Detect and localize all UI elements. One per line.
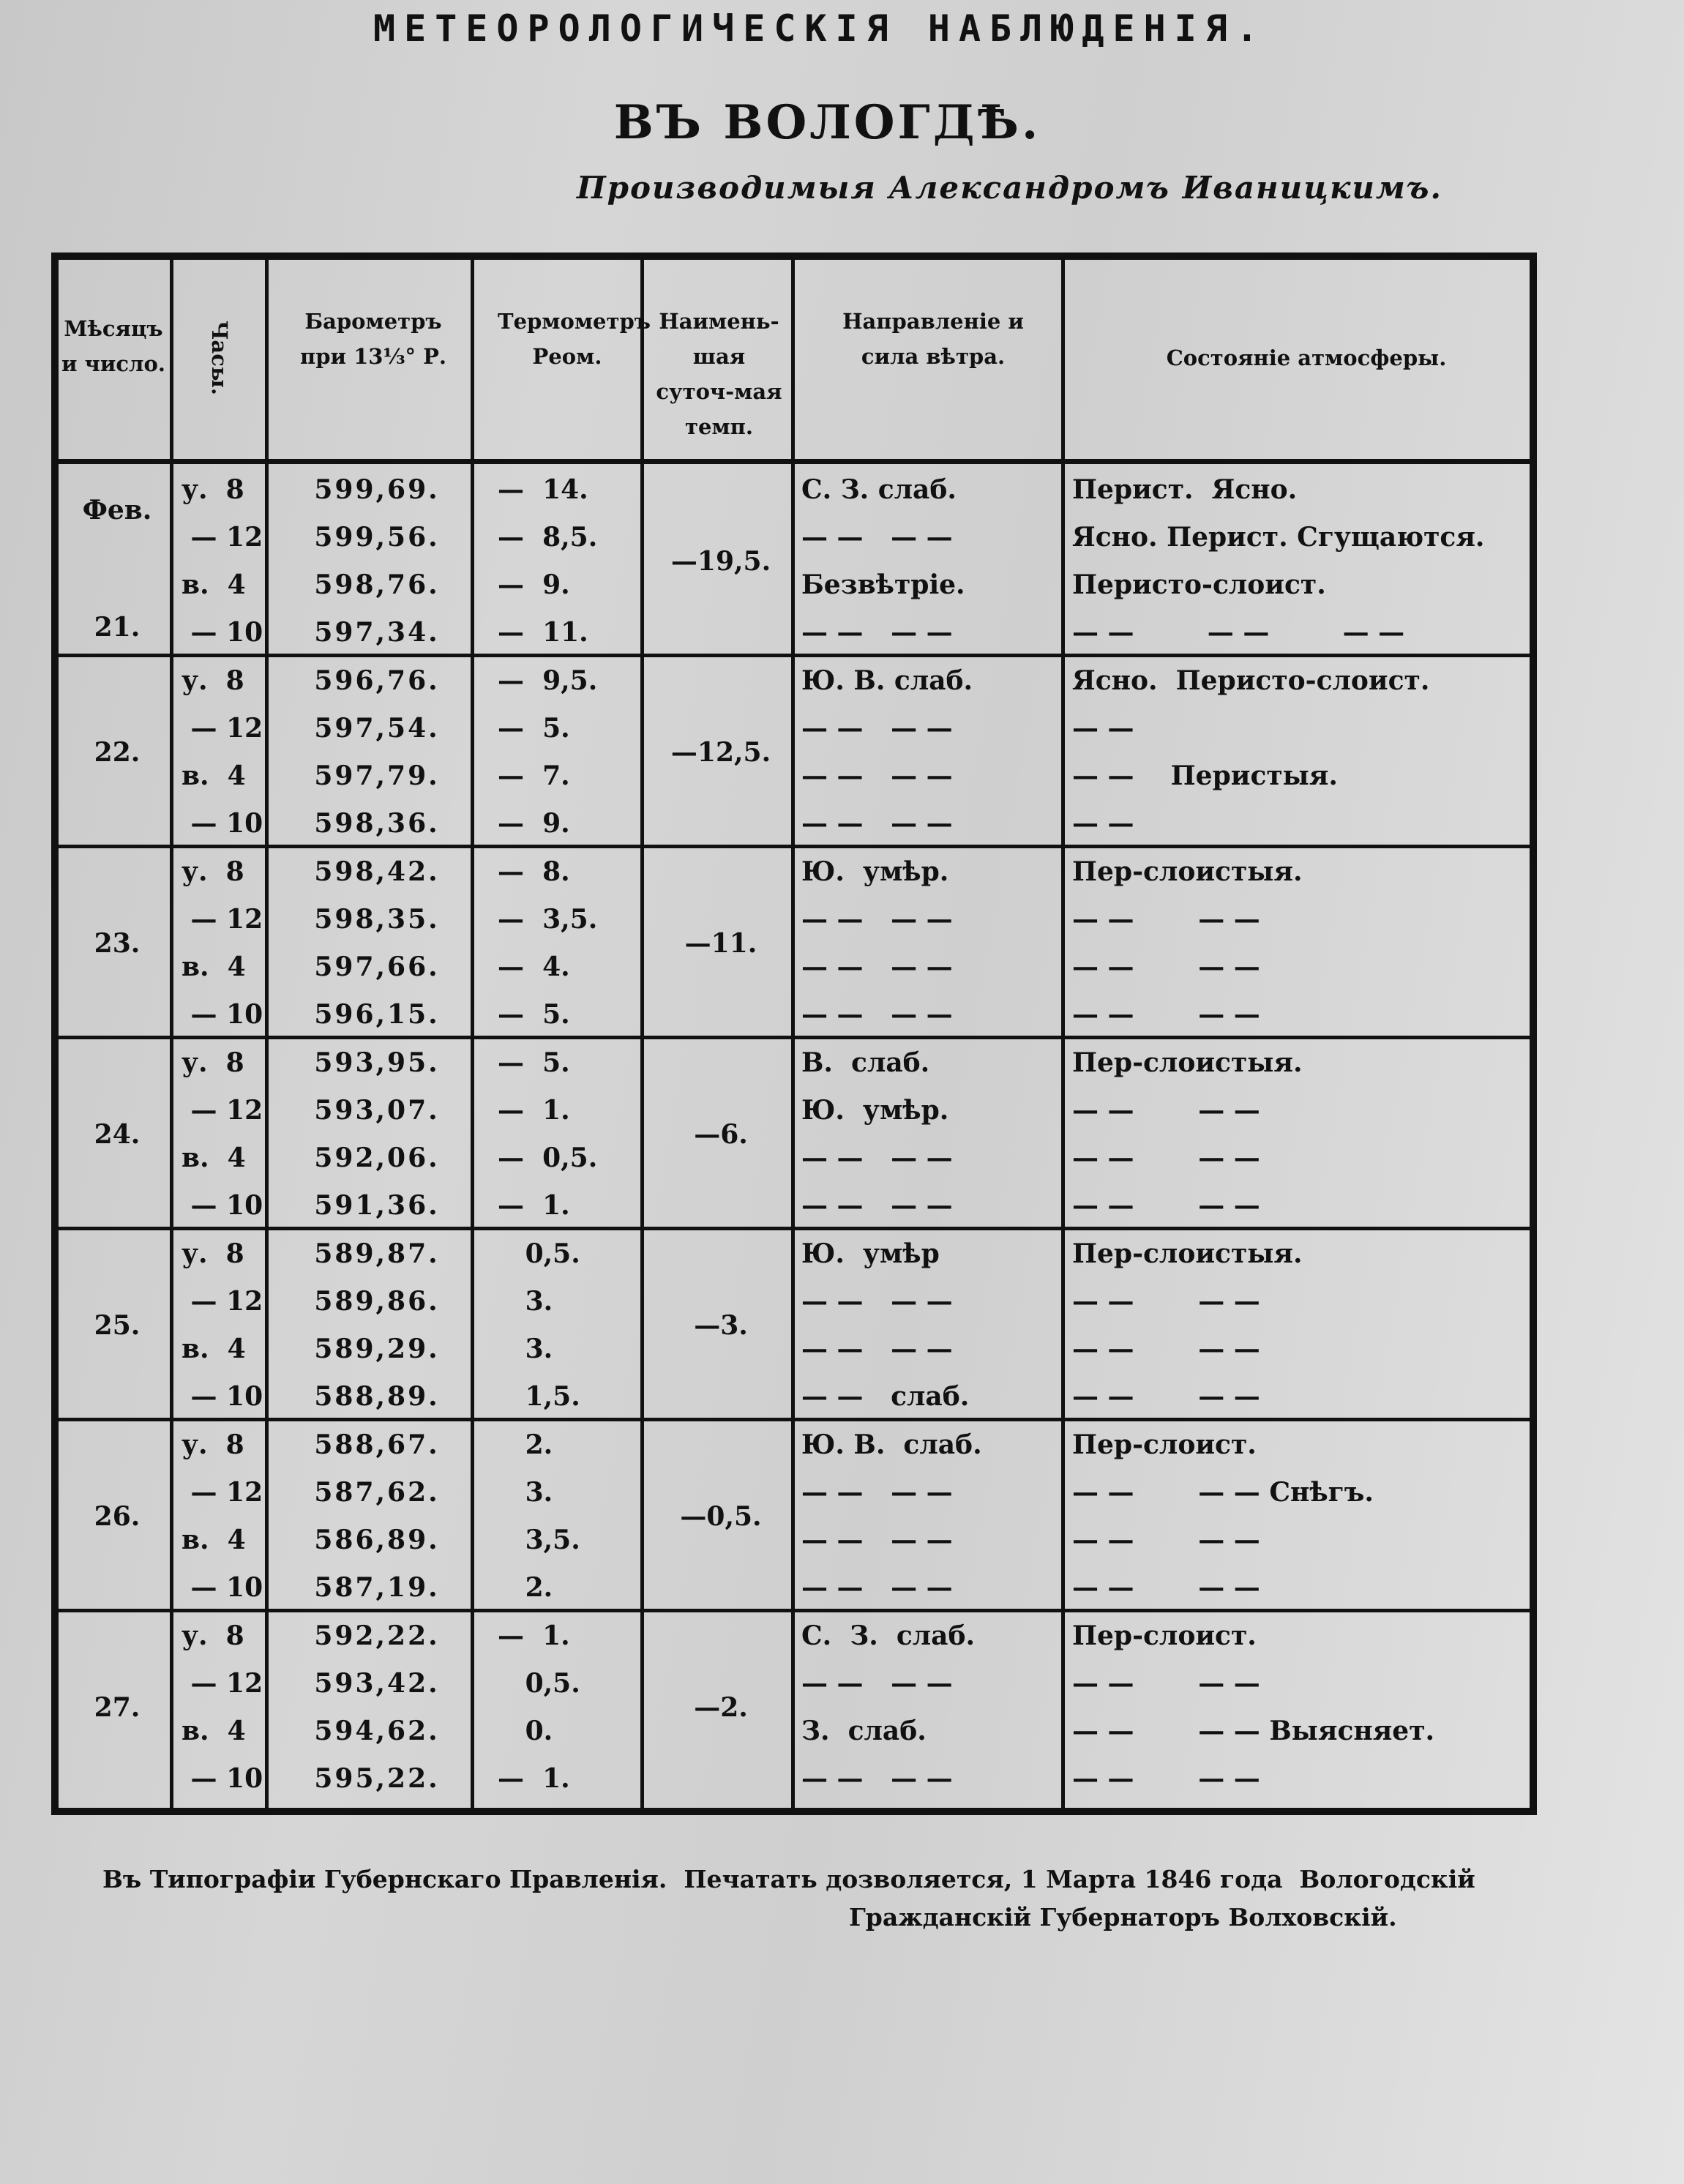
thermometer-cell: — 14. [498, 474, 588, 505]
wind-cell: — — — — [801, 713, 953, 744]
hour-cell: в. 4 [182, 1334, 246, 1364]
thermometer-cell: 2. [498, 1429, 553, 1460]
atmosphere-cell: — — — — [1072, 1381, 1260, 1412]
barometer-cell: 588,67. [314, 1429, 440, 1460]
hour-cell: — 12 [182, 1477, 263, 1508]
header-date: Мѣсяцъ и число. [61, 316, 165, 376]
min-temp-value: —3. [694, 1310, 748, 1341]
day-group [59, 1039, 1530, 1230]
atmosphere-cell: — — [1072, 713, 1134, 744]
barometer-cell: 594,62. [314, 1716, 440, 1746]
thermometer-cell: 0,5. [498, 1668, 580, 1699]
header-atmosphere: Состояніе атмосферы. [1166, 345, 1447, 370]
atmosphere-cell: — — — — [1072, 1525, 1260, 1555]
thermometer-cell: — 1. [498, 1763, 570, 1794]
thermometer-cell: 3,5. [498, 1525, 580, 1555]
barometer-cell: 586,89. [314, 1525, 440, 1555]
hour-cell: — 10 [182, 1763, 263, 1794]
barometer-cell: 599,69. [314, 474, 440, 505]
day-label: 27. [94, 1692, 141, 1723]
thermometer-cell: — 5. [498, 1047, 570, 1078]
atmosphere-cell: — — — — [1072, 1572, 1260, 1603]
wind-cell: — — — — [801, 1286, 953, 1317]
hour-cell: в. 4 [182, 1143, 246, 1173]
hour-cell: в. 4 [182, 1716, 246, 1746]
atmosphere-cell: Пер-слоистыя. [1072, 1047, 1303, 1078]
barometer-cell: 591,36. [314, 1190, 440, 1221]
day-group [59, 657, 1530, 848]
barometer-cell: 593,07. [314, 1095, 440, 1126]
thermometer-cell: — 8. [498, 856, 570, 887]
hour-cell: — 12 [182, 904, 263, 935]
atmosphere-cell: — — Перистыя. [1072, 760, 1338, 791]
day-label: 23. [94, 928, 141, 959]
atmosphere-cell: — — — — [1072, 1190, 1260, 1221]
hour-cell: — 12 [182, 1668, 263, 1699]
hour-cell: у. 8 [182, 1620, 244, 1651]
observations-table [51, 253, 1537, 1815]
barometer-cell: 595,22. [314, 1763, 440, 1794]
atmosphere-cell: — — — — [1072, 1286, 1260, 1317]
atmosphere-cell: Пер-слоистыя. [1072, 856, 1303, 887]
wind-cell: — — — — [801, 1525, 953, 1555]
barometer-cell: 597,34. [314, 617, 440, 648]
wind-cell: В. слаб. [801, 1047, 930, 1078]
thermometer-cell: — 3,5. [498, 904, 598, 935]
thermometer-cell: — 5. [498, 999, 570, 1030]
day-label: 24. [94, 1119, 141, 1150]
barometer-cell: 596,76. [314, 665, 440, 696]
wind-cell: — — слаб. [801, 1381, 970, 1412]
thermometer-cell: — 5. [498, 713, 570, 744]
barometer-cell: 598,36. [314, 808, 440, 839]
barometer-cell: 598,35. [314, 904, 440, 935]
wind-cell: — — — — [801, 808, 953, 839]
atmosphere-cell: — — — — — — [1072, 617, 1405, 648]
hour-cell: в. 4 [182, 1525, 246, 1555]
thermometer-cell: 1,5. [498, 1381, 580, 1412]
footer-line-1: Въ Типографіи Губернскаго Правленія. Печатать дозволяется, 1 Марта 1846 года Вологодскій [102, 1865, 1475, 1893]
barometer-cell: 597,54. [314, 713, 440, 744]
thermometer-cell: 2. [498, 1572, 553, 1603]
observer-line: Производимыя Александромъ Иваницкимъ. [576, 170, 1442, 206]
barometer-cell: 592,06. [314, 1143, 440, 1173]
barometer-cell: 589,86. [314, 1286, 440, 1317]
header-hour: Часы. [207, 320, 232, 396]
thermometer-cell: — 7. [498, 760, 570, 791]
atmosphere-cell: — — [1072, 808, 1134, 839]
atmosphere-cell: — — — — [1072, 1143, 1260, 1173]
barometer-cell: 596,15. [314, 999, 440, 1030]
wind-cell: Ю. умѣр. [801, 1095, 949, 1126]
wind-cell: Ю. В. слаб. [801, 665, 973, 696]
thermometer-cell: — 9,5. [498, 665, 598, 696]
atmosphere-cell: Перист. Ясно. [1072, 474, 1298, 505]
atmosphere-cell: Ясно. Перист. Сгущаются. [1072, 522, 1485, 553]
atmosphere-cell: — — — — Снѣгъ. [1072, 1477, 1374, 1508]
document-title: МЕТЕОРОЛОГИЧЕСКІЯ НАБЛЮДЕНІЯ. [373, 7, 1267, 50]
hour-cell: у. 8 [182, 856, 244, 887]
hour-cell: — 10 [182, 999, 263, 1030]
barometer-cell: 598,42. [314, 856, 440, 887]
atmosphere-cell: — — — — [1072, 1095, 1260, 1126]
header-thermometer: Термометръ Реом. [498, 309, 651, 369]
thermometer-cell: — 8,5. [498, 522, 598, 553]
header-barometer: Барометръ при 13⅓° Р. [300, 309, 446, 369]
atmosphere-cell: — — — — [1072, 1334, 1260, 1364]
min-temp-value: —6. [694, 1119, 748, 1150]
hour-cell: — 12 [182, 713, 263, 744]
thermometer-cell: 3. [498, 1334, 553, 1364]
wind-cell: — — — — [801, 760, 953, 791]
barometer-cell: 587,19. [314, 1572, 440, 1603]
barometer-cell: 589,87. [314, 1238, 440, 1269]
wind-cell: З. слаб. [801, 1716, 927, 1746]
wind-cell: — — — — [801, 904, 953, 935]
min-temp-value: —2. [694, 1692, 748, 1723]
hour-cell: в. 4 [182, 951, 246, 982]
footer-line-2: Гражданскій Губернаторъ Волховскій. [849, 1903, 1397, 1931]
wind-cell: — — — — [801, 1190, 953, 1221]
thermometer-cell: — 0,5. [498, 1143, 598, 1173]
hour-cell: — 10 [182, 617, 263, 648]
barometer-cell: 592,22. [314, 1620, 440, 1651]
wind-cell: — — — — [801, 617, 953, 648]
hour-cell: у. 8 [182, 665, 244, 696]
hour-cell: у. 8 [182, 1429, 244, 1460]
barometer-cell: 599,56. [314, 522, 440, 553]
thermometer-cell: 3. [498, 1286, 553, 1317]
hour-cell: у. 8 [182, 474, 244, 505]
hour-cell: — 10 [182, 808, 263, 839]
wind-cell: — — — — [801, 1572, 953, 1603]
hour-cell: — 10 [182, 1190, 263, 1221]
atmosphere-cell: Пер-слоист. [1072, 1429, 1257, 1460]
wind-cell: — — — — [801, 522, 953, 553]
wind-cell: — — — — [801, 1763, 953, 1794]
header-wind: Направленіе и сила вѣтра. [842, 309, 1024, 369]
atmosphere-cell: — — — — [1072, 999, 1260, 1030]
hour-cell: у. 8 [182, 1047, 244, 1078]
thermometer-cell: — 1. [498, 1190, 570, 1221]
atmosphere-cell: Ясно. Перисто-слоист. [1072, 665, 1430, 696]
day-label: 25. [94, 1310, 141, 1341]
wind-cell: Ю. умѣр [801, 1238, 940, 1269]
atmosphere-cell: — — — — [1072, 904, 1260, 935]
barometer-cell: 588,89. [314, 1381, 440, 1412]
barometer-cell: 597,79. [314, 760, 440, 791]
min-temp-value: —19,5. [670, 546, 771, 577]
day-group [59, 848, 1530, 1039]
day-group [59, 1230, 1530, 1421]
atmosphere-cell: — — — — Выясняет. [1072, 1716, 1435, 1746]
atmosphere-cell: Пер-слоистыя. [1072, 1238, 1303, 1269]
wind-cell: — — — — [801, 1334, 953, 1364]
wind-cell: С. З. слаб. [801, 1620, 975, 1651]
day-label: 22. [94, 737, 141, 768]
atmosphere-cell: — — — — [1072, 1763, 1260, 1794]
thermometer-cell: — 1. [498, 1620, 570, 1651]
atmosphere-cell: — — — — [1072, 951, 1260, 982]
min-temp-value: —12,5. [670, 737, 771, 768]
hour-cell: — 12 [182, 1286, 263, 1317]
barometer-cell: 593,95. [314, 1047, 440, 1078]
day-group [59, 466, 1530, 657]
wind-cell: — — — — [801, 951, 953, 982]
thermometer-cell: 0. [498, 1716, 553, 1746]
hour-cell: в. 4 [182, 569, 246, 600]
barometer-cell: 597,66. [314, 951, 440, 982]
hour-cell: — 12 [182, 1095, 263, 1126]
day-label: Фев. 21. [82, 495, 152, 643]
wind-cell: — — — — [801, 1668, 953, 1699]
hour-cell: — 10 [182, 1572, 263, 1603]
thermometer-cell: — 11. [498, 617, 588, 648]
wind-cell: — — — — [801, 999, 953, 1030]
atmosphere-cell: Перисто-слоист. [1072, 569, 1326, 600]
thermometer-cell: 0,5. [498, 1238, 580, 1269]
document-place: ВЪ ВОЛОГДѢ. [613, 95, 1041, 150]
atmosphere-cell: — — — — [1072, 1668, 1260, 1699]
thermometer-cell: — 9. [498, 808, 570, 839]
wind-cell: Ю. умѣр. [801, 856, 949, 887]
barometer-cell: 587,62. [314, 1477, 440, 1508]
header-separator [59, 459, 1530, 464]
hour-cell: — 10 [182, 1381, 263, 1412]
wind-cell: С. З. слаб. [801, 474, 957, 505]
min-temp-value: —0,5. [680, 1501, 762, 1532]
atmosphere-cell: Пер-слоист. [1072, 1620, 1257, 1651]
header-min-temp: Наимень-шая суточ-мая темп. [656, 309, 782, 439]
wind-cell: Безвѣтріе. [801, 569, 965, 600]
wind-cell: — — — — [801, 1477, 953, 1508]
day-group [59, 1612, 1530, 1803]
hour-cell: в. 4 [182, 760, 246, 791]
barometer-cell: 598,76. [314, 569, 440, 600]
min-temp-value: —11. [684, 928, 757, 959]
wind-cell: Ю. В. слаб. [801, 1429, 982, 1460]
thermometer-cell: 3. [498, 1477, 553, 1508]
thermometer-cell: — 1. [498, 1095, 570, 1126]
barometer-cell: 593,42. [314, 1668, 440, 1699]
wind-cell: — — — — [801, 1143, 953, 1173]
day-group [59, 1421, 1530, 1612]
thermometer-cell: — 9. [498, 569, 570, 600]
day-label: 26. [94, 1501, 141, 1532]
barometer-cell: 589,29. [314, 1334, 440, 1364]
thermometer-cell: — 4. [498, 951, 570, 982]
hour-cell: у. 8 [182, 1238, 244, 1269]
hour-cell: — 12 [182, 522, 263, 553]
